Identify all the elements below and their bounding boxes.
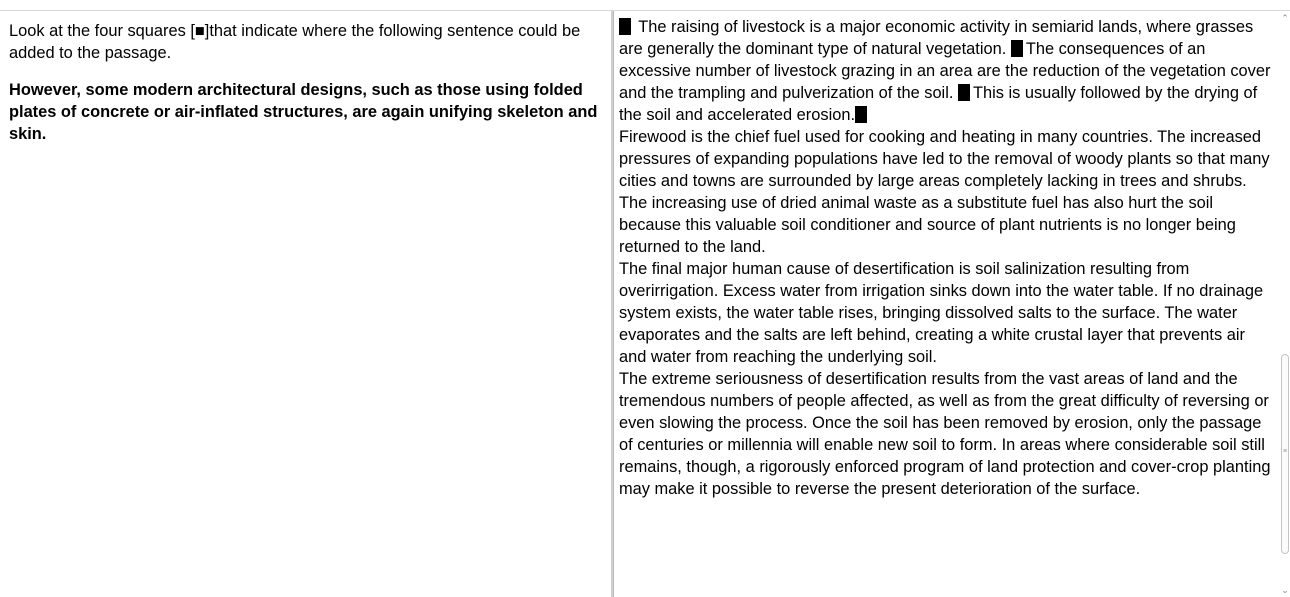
instruction-prefix: Look at the four squares [ [9,22,195,40]
passage-p1-part-c: This is usually followed by the drying of the soil and accelerated erosion. [619,84,1258,124]
question-instruction [0,11,599,64]
square-symbol-icon: ■ [194,22,205,40]
insert-square-1[interactable] [619,18,631,35]
scroll-thumb[interactable] [1281,354,1289,554]
passage-paragraph-3: The final major human cause of desertification is soil salinization resulting from overirrigation. Excess water from irrigation sinks down into the water table. If no drainage system exists, the water table rises, bringing dissolved salts to the surface. The water evaporates and the salts are left behind, creating a white crustal layer that prevents air and water from reaching the underlying soil. [619,260,1264,366]
passage-pane[interactable] [615,11,1280,597]
passage-p1-part-b: The consequences of an excessive number of livestock grazing in an area are the reduction of the vegetation cover and the trampling and pulverization of the soil. [619,40,1271,102]
insert-square-3[interactable] [958,84,970,101]
passage-paragraph-4: The extreme seriousness of desertification results from the vast areas of land and the tremendous numbers of people affected, as well as from the great difficulty of reversing or even slowing the process. Once the soil has been removed by erosion, only the passage of centuries or millennia will enable new soil to form. In areas where considerable soil still remains, though, a rigorously enforced program of land protection and cover-crop planting may make it possible to reverse the present deterioration of the surface. [619,370,1271,498]
passage-p1-part-a: The raising of livestock is a major economic activity in semiarid lands, where grasses are generally the dominant type of natural vegetation. [619,18,1254,58]
insert-square-4[interactable] [855,106,867,123]
pane-splitter[interactable] [611,11,614,597]
insert-square-2[interactable] [1011,40,1023,57]
passage-paragraph-2: Firewood is the chief fuel used for cooking and heating in many countries. The increased pressures of expanding populations have led to the removal of woody plants so that many cities and towns are surrounded by large areas completely lacking in trees and shrubs. The increasing use of dried animal waste as a substitute fuel has also hurt the soil because this valuable soil conditioner and source of plant nutrients is no longer being returned to the land. [619,128,1270,256]
question-pane [0,11,611,597]
insert-sentence: However, some modern architectural designs, such as those using folded plates of concrete or air-inflated structures, are again unifying skeleton and skin. [9,81,598,143]
grip-icon: ≡ [1283,448,1288,455]
scroll-up-arrow-icon[interactable]: ⌃ [1281,13,1289,23]
instruction-suffix: ]that indicate where the following sentence could be added to the passage. [9,22,581,62]
passage-scrollbar[interactable] [1280,11,1290,597]
passage-paragraph-1 [619,16,1274,126]
scroll-down-arrow-icon[interactable]: ⌄ [1281,585,1289,595]
passage-text [615,11,1274,500]
